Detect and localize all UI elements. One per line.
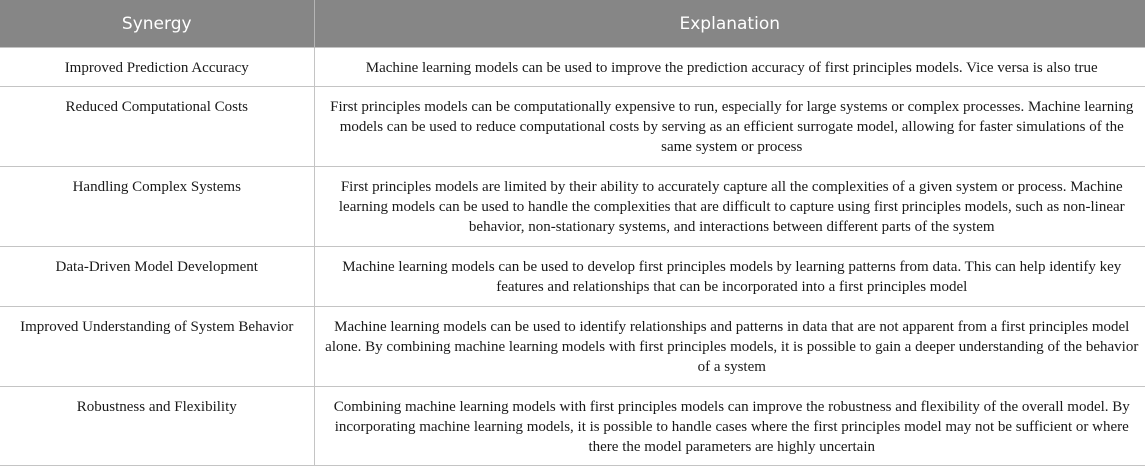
explanation-cell: First principles models can be computationally expensive to run, especially for large systems or complex processes. Machine learning models can be used to reduce computational costs by serving as an efficient surrogate model, allowing for faster simulations of the same system or process [314,87,1145,167]
table-row [0,307,1145,387]
table-header [0,0,1145,48]
table-row [0,387,1145,466]
header-row [0,0,1145,48]
explanation-cell: Machine learning models can be used to improve the prediction accuracy of first principles models. Vice versa is also true [314,48,1145,87]
table-row [0,48,1145,87]
table-body [0,48,1145,466]
column-header-explanation: Explanation [314,0,1145,48]
table-row [0,167,1145,247]
synergy-cell: Improved Understanding of System Behavior [0,307,314,387]
explanation-cell: First principles models are limited by their ability to accurately capture all the complexities of a given system or process. Machine learning models can be used to handle the complexities that are difficult to capture using first principles models, such as non-linear behavior, non-stationary systems, and interactions between different parts of the system [314,167,1145,247]
column-header-synergy: Synergy [0,0,314,48]
explanation-cell: Machine learning models can be used to develop first principles models by learning patterns from data. This can help identify key features and relationships that can be incorporated into a first principles model [314,247,1145,307]
synergy-cell: Data-Driven Model Development [0,247,314,307]
explanation-cell: Combining machine learning models with first principles models can improve the robustness and flexibility of the overall model. By incorporating machine learning models, it is possible to handle cases where the first principles model may not be sufficient or where there the model parameters are highly uncertain [314,387,1145,466]
synergy-cell: Robustness and Flexibility [0,387,314,466]
synergy-cell: Reduced Computational Costs [0,87,314,167]
table-row [0,247,1145,307]
explanation-cell: Machine learning models can be used to identify relationships and patterns in data that are not apparent from a first principles model alone. By combining machine learning models with first principles models, it is possible to gain a deeper understanding of the behavior of a system [314,307,1145,387]
synergy-cell: Improved Prediction Accuracy [0,48,314,87]
table-row [0,87,1145,167]
synergy-cell: Handling Complex Systems [0,167,314,247]
